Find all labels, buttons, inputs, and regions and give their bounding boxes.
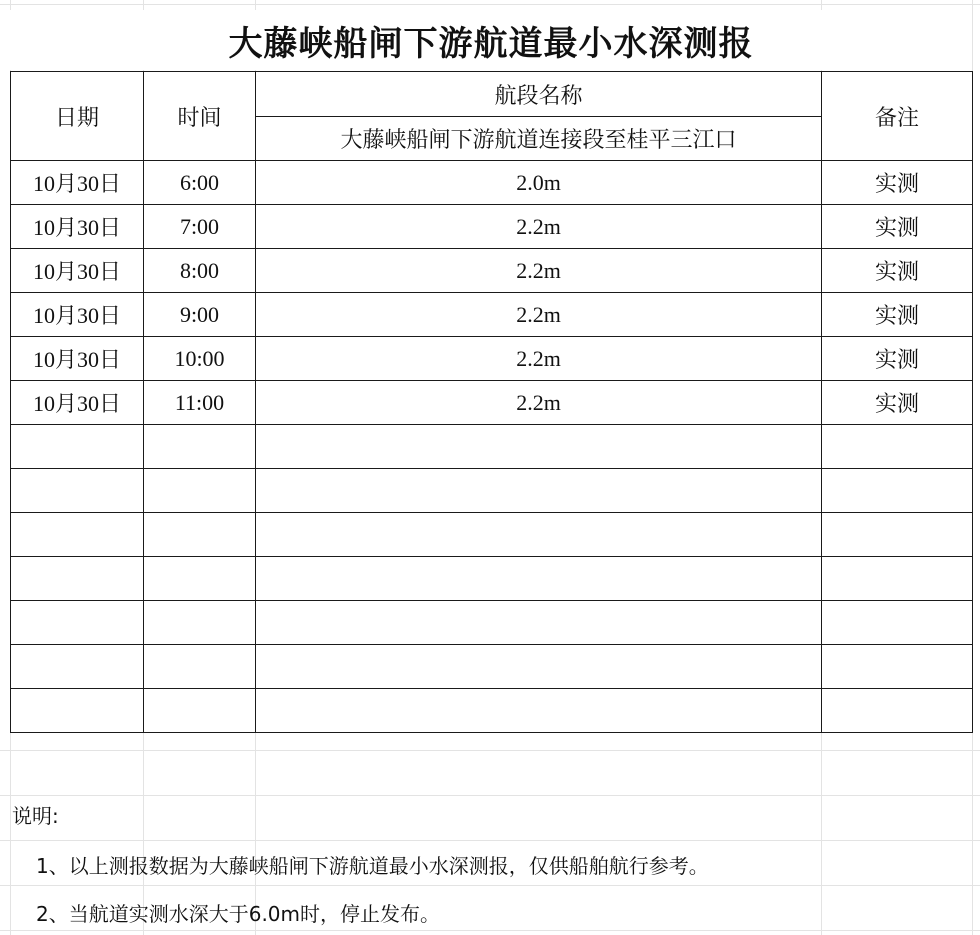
header-row bbox=[11, 72, 973, 117]
empty-cell bbox=[144, 601, 256, 645]
header-section-group: 航段名称 bbox=[256, 72, 822, 117]
empty-cell bbox=[11, 601, 144, 645]
empty-cell bbox=[11, 469, 144, 513]
empty-cell bbox=[256, 513, 822, 557]
empty-cell bbox=[144, 425, 256, 469]
cell-remark: 实测 bbox=[822, 293, 973, 337]
empty-cell bbox=[822, 425, 973, 469]
empty-row bbox=[11, 425, 973, 469]
cell-date: 10月30日 bbox=[11, 337, 144, 381]
cell-depth: 2.2m bbox=[256, 337, 822, 381]
cell-date: 10月30日 bbox=[11, 293, 144, 337]
empty-row bbox=[11, 513, 973, 557]
cell-time: 6:00 bbox=[144, 161, 256, 205]
empty-cell bbox=[11, 557, 144, 601]
empty-row bbox=[11, 557, 973, 601]
cell-depth: 2.2m bbox=[256, 249, 822, 293]
cell-depth: 2.2m bbox=[256, 205, 822, 249]
grid-row-line bbox=[0, 840, 980, 841]
depth-report-table bbox=[10, 71, 973, 733]
empty-cell bbox=[822, 645, 973, 689]
grid-row-line bbox=[0, 885, 980, 886]
table-row bbox=[11, 205, 973, 249]
empty-cell bbox=[144, 557, 256, 601]
cell-remark: 实测 bbox=[822, 337, 973, 381]
note-item: 1、以上测报数据为大藤峡船闸下游航道最小水深测报，仅供船舶航行参考。 bbox=[36, 854, 709, 878]
notes-label: 说明: bbox=[12, 804, 59, 828]
cell-time: 11:00 bbox=[144, 381, 256, 425]
empty-cell bbox=[256, 601, 822, 645]
empty-cell bbox=[144, 645, 256, 689]
empty-cell bbox=[822, 689, 973, 733]
empty-row bbox=[11, 689, 973, 733]
empty-cell bbox=[11, 425, 144, 469]
empty-cell bbox=[144, 689, 256, 733]
cell-time: 8:00 bbox=[144, 249, 256, 293]
empty-row bbox=[11, 601, 973, 645]
header-remark: 备注 bbox=[822, 72, 973, 161]
table-row bbox=[11, 293, 973, 337]
empty-cell bbox=[822, 601, 973, 645]
header-time: 时间 bbox=[144, 72, 256, 161]
empty-cell bbox=[144, 513, 256, 557]
empty-cell bbox=[256, 645, 822, 689]
grid-row-line bbox=[0, 795, 980, 796]
cell-depth: 2.2m bbox=[256, 293, 822, 337]
empty-cell bbox=[256, 689, 822, 733]
cell-remark: 实测 bbox=[822, 249, 973, 293]
cell-date: 10月30日 bbox=[11, 205, 144, 249]
cell-remark: 实测 bbox=[822, 161, 973, 205]
empty-cell bbox=[822, 469, 973, 513]
grid-row-line bbox=[0, 4, 980, 5]
empty-cell bbox=[144, 469, 256, 513]
cell-time: 9:00 bbox=[144, 293, 256, 337]
grid-row-line bbox=[0, 750, 980, 751]
grid-row-line bbox=[0, 930, 980, 931]
empty-cell bbox=[11, 689, 144, 733]
cell-date: 10月30日 bbox=[11, 161, 144, 205]
table-row bbox=[11, 161, 973, 205]
table-row bbox=[11, 381, 973, 425]
empty-cell bbox=[822, 557, 973, 601]
cell-date: 10月30日 bbox=[11, 249, 144, 293]
empty-cell bbox=[256, 557, 822, 601]
header-section-name: 大藤峡船闸下游航道连接段至桂平三江口 bbox=[256, 117, 822, 161]
table-row bbox=[11, 249, 973, 293]
empty-cell bbox=[256, 469, 822, 513]
cell-remark: 实测 bbox=[822, 205, 973, 249]
cell-time: 10:00 bbox=[144, 337, 256, 381]
table-row bbox=[11, 337, 973, 381]
cell-time: 7:00 bbox=[144, 205, 256, 249]
report-title: 大藤峡船闸下游航道最小水深测报 bbox=[10, 10, 972, 70]
header-date: 日期 bbox=[11, 72, 144, 161]
cell-date: 10月30日 bbox=[11, 381, 144, 425]
cell-depth: 2.2m bbox=[256, 381, 822, 425]
empty-cell bbox=[11, 513, 144, 557]
empty-row bbox=[11, 645, 973, 689]
empty-row bbox=[11, 469, 973, 513]
cell-remark: 实测 bbox=[822, 381, 973, 425]
empty-cell bbox=[822, 513, 973, 557]
cell-depth: 2.0m bbox=[256, 161, 822, 205]
note-item: 2、当航道实测水深大于6.0m时，停止发布。 bbox=[36, 902, 441, 926]
empty-cell bbox=[256, 425, 822, 469]
empty-cell bbox=[11, 645, 144, 689]
